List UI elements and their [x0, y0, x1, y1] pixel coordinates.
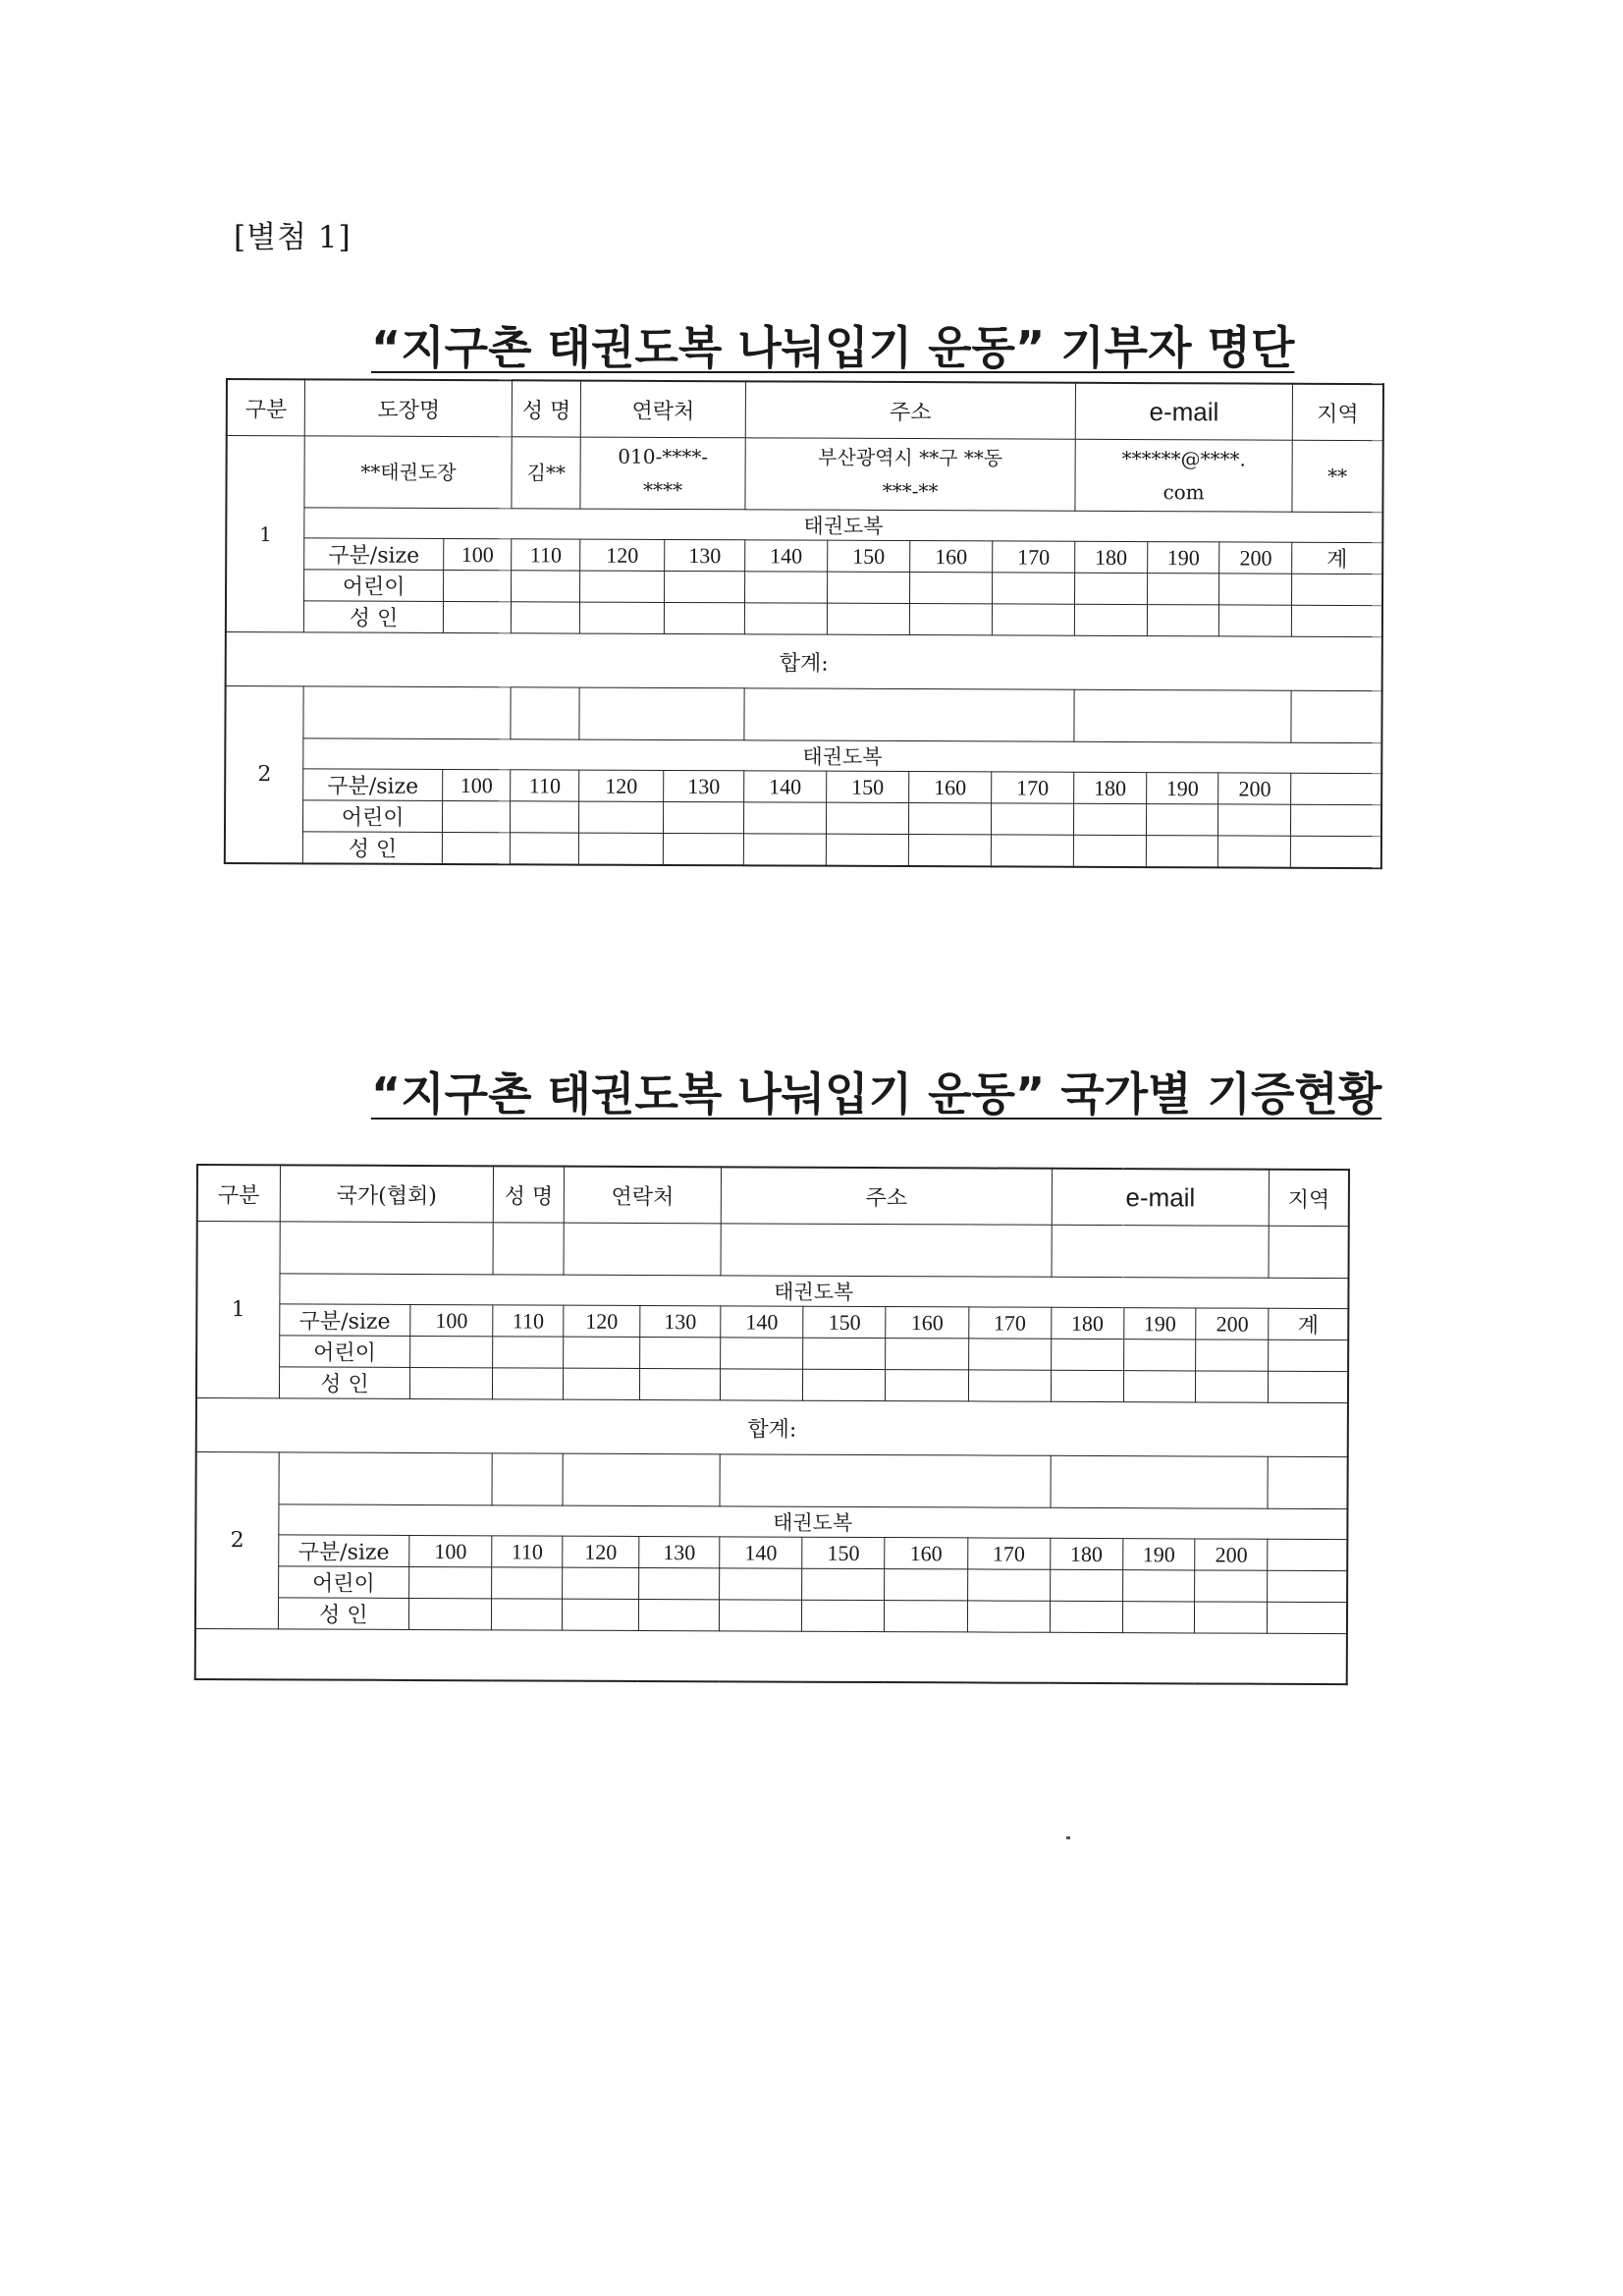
entry2-size-row	[195, 1535, 1347, 1571]
size-150: 150	[828, 540, 910, 572]
adult-cell[interactable]	[664, 602, 744, 633]
entry2-info-row	[225, 686, 1381, 743]
entry2-uniform-label: 태권도복	[278, 1504, 1347, 1540]
entry1-uniform-row	[226, 508, 1382, 543]
adult-label: 성 인	[304, 601, 443, 633]
child-cell[interactable]	[1122, 1570, 1195, 1602]
adult-cell[interactable]	[579, 602, 664, 633]
child-label: 어린이	[304, 570, 443, 602]
child-cell[interactable]	[992, 573, 1074, 604]
entry1-uniform-label: 태권도복	[280, 1274, 1349, 1309]
child-cell[interactable]	[564, 1337, 640, 1368]
size-200: 200	[1219, 542, 1292, 574]
size-150: 150	[827, 771, 909, 802]
donor-list-title: “지구촌 태권도복 나눠입기 운동” 기부자 명단	[371, 321, 1295, 374]
adult-cell[interactable]	[1195, 1602, 1268, 1633]
entry1-email	[1075, 439, 1293, 512]
size-150: 150	[802, 1537, 885, 1568]
header-row	[227, 379, 1383, 441]
entry1-adult-row	[226, 601, 1382, 637]
adult-cell[interactable]	[885, 1601, 967, 1632]
adult-cell[interactable]	[1146, 836, 1218, 868]
child-total-cell[interactable]	[1269, 1339, 1348, 1371]
header-category: 구분	[227, 379, 305, 436]
size-total-cell	[1268, 1539, 1347, 1570]
size-180: 180	[1050, 1538, 1122, 1569]
child-cell[interactable]	[1219, 574, 1292, 605]
child-cell[interactable]	[512, 571, 580, 602]
child-cell[interactable]	[908, 803, 991, 835]
size-200: 200	[1196, 1308, 1269, 1339]
entry1-country-cell[interactable]	[280, 1222, 494, 1275]
entry2-dojang-cell[interactable]	[303, 686, 511, 739]
child-cell[interactable]	[580, 571, 665, 602]
adult-cell[interactable]	[493, 1368, 564, 1399]
child-cell[interactable]	[968, 1339, 1051, 1370]
adult-cell[interactable]	[826, 834, 908, 866]
adult-cell[interactable]	[827, 603, 909, 634]
adult-cell[interactable]	[492, 1599, 563, 1630]
child-cell[interactable]	[803, 1338, 886, 1369]
entry1-child-row	[196, 1336, 1348, 1372]
entry2-name-cell[interactable]	[511, 687, 579, 739]
sum-row	[226, 632, 1382, 691]
entry2-uniform-row	[195, 1504, 1347, 1540]
entry2-contact-cell[interactable]	[563, 1453, 720, 1506]
adult-cell[interactable]	[578, 833, 663, 865]
size-170: 170	[992, 772, 1074, 803]
entry2-contact-cell[interactable]	[579, 687, 744, 740]
child-cell[interactable]	[826, 802, 908, 834]
adult-cell[interactable]	[408, 1598, 491, 1629]
entry1-index: 1	[226, 436, 305, 632]
size-160: 160	[885, 1538, 967, 1569]
size-110: 110	[492, 1536, 563, 1567]
adult-cell[interactable]	[1074, 604, 1147, 635]
adult-cell[interactable]	[639, 1368, 720, 1399]
size-100: 100	[442, 769, 511, 800]
child-cell[interactable]	[743, 802, 826, 834]
adult-cell[interactable]	[992, 604, 1074, 635]
entry2-index: 2	[195, 1452, 279, 1629]
header-email: e-mail	[1052, 1169, 1270, 1226]
entry1-name: 김**	[512, 437, 580, 509]
adult-cell[interactable]	[563, 1368, 639, 1399]
child-cell[interactable]	[1050, 1569, 1122, 1601]
entry1-dojang: **태권도장	[304, 436, 512, 509]
footer-row	[195, 1628, 1347, 1684]
size-total-label: 계	[1292, 542, 1382, 574]
adult-total-cell[interactable]	[1292, 605, 1382, 636]
child-cell[interactable]	[639, 1567, 720, 1599]
entry1-info-row	[226, 436, 1382, 513]
size-100: 100	[409, 1535, 492, 1566]
entry1-uniform-label: 태권도복	[304, 508, 1382, 543]
entry1-info-row	[197, 1222, 1349, 1279]
header-email: e-mail	[1075, 383, 1292, 440]
child-cell[interactable]	[909, 573, 992, 604]
adult-cell[interactable]	[886, 1370, 968, 1401]
child-cell[interactable]	[721, 1338, 803, 1369]
child-cell[interactable]	[563, 1567, 639, 1599]
size-180: 180	[1074, 772, 1147, 803]
header-row	[197, 1165, 1349, 1227]
header-country: 국가(협회)	[280, 1165, 494, 1222]
child-cell[interactable]	[1196, 1339, 1269, 1371]
size-160: 160	[886, 1307, 968, 1339]
child-cell[interactable]	[828, 572, 910, 603]
sum-label: 합계:	[196, 1398, 1348, 1457]
size-120: 120	[564, 1305, 640, 1337]
entry1-child-row	[226, 570, 1382, 606]
child-cell[interactable]	[492, 1567, 563, 1599]
child-total-cell[interactable]	[1292, 574, 1382, 605]
sum-row	[196, 1398, 1348, 1457]
entry1-name-cell[interactable]	[493, 1223, 564, 1275]
child-cell[interactable]	[579, 801, 664, 833]
size-label: 구분/size	[279, 1304, 410, 1337]
size-160: 160	[910, 541, 993, 573]
header-contact: 연락처	[564, 1167, 721, 1224]
adult-cell[interactable]	[562, 1599, 638, 1630]
country-donation-title: “지구촌 태권도복 나눠입기 운동” 국가별 기증현황	[371, 1067, 1382, 1121]
adult-cell[interactable]	[1122, 1602, 1195, 1633]
adult-total-cell[interactable]	[1269, 1371, 1348, 1402]
adult-cell[interactable]	[908, 835, 991, 867]
size-190: 190	[1147, 542, 1219, 574]
child-cell[interactable]	[967, 1569, 1050, 1601]
header-address: 주소	[721, 1167, 1052, 1225]
size-180: 180	[1075, 541, 1148, 573]
child-cell[interactable]	[1074, 573, 1147, 604]
size-190: 190	[1123, 1308, 1196, 1339]
size-total-label: 계	[1269, 1308, 1348, 1339]
child-label: 어린이	[303, 800, 442, 833]
entry1-size-row	[196, 1304, 1348, 1340]
adult-cell[interactable]	[743, 834, 826, 866]
size-120: 120	[563, 1536, 639, 1567]
adult-cell[interactable]	[721, 1369, 803, 1400]
entry2-child-row	[195, 1566, 1347, 1603]
size-140: 140	[721, 1306, 803, 1338]
size-120: 120	[580, 539, 665, 571]
size-100: 100	[443, 538, 512, 570]
size-190: 190	[1122, 1539, 1195, 1570]
entry1-phone-line1: 010-****-	[618, 444, 709, 469]
size-170: 170	[993, 541, 1075, 573]
entry1-uniform-row	[196, 1274, 1348, 1309]
country-donation-table	[194, 1164, 1350, 1685]
entry2-address-cell[interactable]	[720, 1454, 1051, 1507]
adult-cell[interactable]	[1051, 1370, 1123, 1401]
size-130: 130	[665, 539, 745, 571]
size-110: 110	[512, 539, 580, 571]
adult-cell[interactable]	[442, 832, 511, 864]
size-170: 170	[968, 1307, 1051, 1339]
attachment-label: [별첨 1]	[234, 220, 352, 255]
size-110: 110	[511, 770, 579, 801]
child-cell[interactable]	[443, 570, 512, 601]
child-cell[interactable]	[1147, 574, 1219, 605]
entry2-adult-row	[195, 1598, 1347, 1634]
size-170: 170	[967, 1538, 1050, 1569]
child-cell[interactable]	[1195, 1570, 1268, 1602]
size-120: 120	[579, 770, 664, 801]
header-contact: 연락처	[580, 381, 745, 438]
adult-cell[interactable]	[802, 1600, 885, 1631]
size-130: 130	[639, 1536, 720, 1567]
header-region: 지역	[1292, 384, 1383, 441]
adult-cell[interactable]	[909, 604, 992, 635]
entry2-adult-row	[225, 832, 1381, 869]
entry2-size-row	[225, 769, 1381, 805]
child-total-cell[interactable]	[1268, 1570, 1347, 1602]
adult-cell[interactable]	[638, 1599, 719, 1630]
entry2-index: 2	[225, 686, 304, 864]
adult-cell[interactable]	[1196, 1371, 1269, 1402]
child-cell[interactable]	[493, 1337, 564, 1368]
entry1-contact-cell[interactable]	[564, 1223, 721, 1276]
size-140: 140	[745, 540, 828, 572]
entry1-phone-line2: ****	[642, 477, 683, 503]
entry2-uniform-row	[225, 738, 1381, 774]
adult-cell[interactable]	[967, 1601, 1050, 1632]
child-cell[interactable]	[885, 1569, 967, 1601]
entry2-uniform-label: 태권도복	[303, 738, 1381, 774]
header-name: 성 명	[513, 380, 581, 437]
adult-label: 성 인	[278, 1598, 409, 1630]
footer-blank	[195, 1628, 1347, 1684]
scan-speck	[1066, 1836, 1070, 1839]
entry1-region: **	[1292, 440, 1383, 512]
entry1-email-line2: com	[1163, 480, 1205, 505]
size-label: 구분/size	[304, 538, 443, 571]
entry2-address-cell[interactable]	[744, 688, 1074, 741]
child-total-cell[interactable]	[1291, 804, 1381, 836]
child-cell[interactable]	[1073, 803, 1146, 835]
size-label: 구분/size	[278, 1535, 409, 1567]
entry2-email-cell[interactable]	[1074, 689, 1291, 742]
child-cell[interactable]	[720, 1568, 802, 1600]
child-cell[interactable]	[442, 800, 511, 832]
adult-label: 성 인	[303, 832, 442, 864]
size-130: 130	[640, 1305, 721, 1337]
adult-cell[interactable]	[443, 601, 512, 632]
entry1-address-cell[interactable]	[721, 1224, 1052, 1277]
adult-cell[interactable]	[991, 835, 1073, 867]
child-cell[interactable]	[802, 1568, 885, 1600]
entry1-phone	[580, 437, 745, 510]
size-130: 130	[664, 770, 744, 801]
child-cell[interactable]	[409, 1566, 492, 1598]
adult-cell[interactable]	[1123, 1371, 1196, 1402]
entry1-region-cell[interactable]	[1269, 1226, 1348, 1278]
header-address: 주소	[745, 381, 1075, 439]
entry1-address	[745, 438, 1075, 511]
adult-cell[interactable]	[663, 833, 743, 865]
size-200: 200	[1218, 773, 1291, 804]
adult-cell[interactable]	[720, 1600, 802, 1631]
child-label: 어린이	[279, 1336, 410, 1368]
header-dojang: 도장명	[305, 379, 513, 436]
adult-cell[interactable]	[511, 833, 579, 865]
child-cell[interactable]	[640, 1337, 721, 1368]
entry1-adult-row	[196, 1367, 1348, 1403]
child-cell[interactable]	[664, 801, 744, 833]
child-label: 어린이	[278, 1566, 409, 1599]
child-cell[interactable]	[745, 572, 828, 603]
header-region: 지역	[1270, 1170, 1349, 1227]
child-cell[interactable]	[1123, 1339, 1196, 1371]
child-cell[interactable]	[665, 571, 745, 602]
adult-cell[interactable]	[1147, 605, 1219, 636]
entry1-address-line1: 부산광역시 **구 **동	[818, 445, 1003, 470]
size-190: 190	[1146, 773, 1218, 804]
entry1-email-line1: ******@****.	[1121, 446, 1246, 471]
size-110: 110	[493, 1305, 564, 1337]
entry1-index: 1	[196, 1222, 280, 1398]
adult-total-cell[interactable]	[1268, 1602, 1347, 1633]
entry2-region-cell[interactable]	[1291, 690, 1382, 742]
adult-label: 성 인	[279, 1367, 410, 1399]
child-cell[interactable]	[511, 801, 579, 833]
entry2-email-cell[interactable]	[1051, 1455, 1269, 1508]
child-cell[interactable]	[886, 1339, 968, 1370]
adult-cell[interactable]	[512, 602, 580, 633]
entry1-address-line2: ***-**	[882, 478, 939, 504]
adult-cell[interactable]	[968, 1370, 1051, 1401]
entry1-size-row	[226, 538, 1382, 574]
child-cell[interactable]	[1218, 804, 1291, 836]
entry2-name-cell[interactable]	[492, 1453, 563, 1505]
header-name: 성 명	[493, 1166, 564, 1223]
adult-cell[interactable]	[1050, 1601, 1122, 1632]
child-cell[interactable]	[991, 803, 1073, 835]
size-200: 200	[1195, 1539, 1268, 1570]
header-category: 구분	[197, 1165, 280, 1222]
child-cell[interactable]	[1051, 1339, 1123, 1370]
entry2-country-cell[interactable]	[279, 1452, 493, 1505]
size-150: 150	[803, 1306, 886, 1338]
child-cell[interactable]	[1146, 804, 1218, 836]
sum-label: 합계:	[226, 632, 1382, 691]
adult-cell[interactable]	[409, 1367, 492, 1398]
adult-cell[interactable]	[1073, 835, 1146, 867]
child-cell[interactable]	[410, 1336, 493, 1367]
entry2-region-cell[interactable]	[1268, 1456, 1347, 1508]
size-180: 180	[1051, 1307, 1123, 1339]
adult-cell[interactable]	[1219, 605, 1292, 636]
size-160: 160	[909, 772, 992, 803]
entry1-email-cell[interactable]	[1052, 1225, 1270, 1278]
adult-cell[interactable]	[1218, 836, 1291, 868]
size-label: 구분/size	[303, 769, 442, 801]
adult-cell[interactable]	[803, 1369, 886, 1400]
entry2-child-row	[225, 800, 1381, 837]
size-100: 100	[410, 1304, 493, 1336]
entry2-info-row	[195, 1452, 1347, 1509]
donor-list-table	[224, 378, 1384, 869]
adult-total-cell[interactable]	[1291, 836, 1381, 868]
size-140: 140	[744, 771, 827, 802]
size-140: 140	[720, 1537, 802, 1568]
size-total-cell	[1291, 773, 1381, 804]
adult-cell[interactable]	[744, 603, 827, 634]
